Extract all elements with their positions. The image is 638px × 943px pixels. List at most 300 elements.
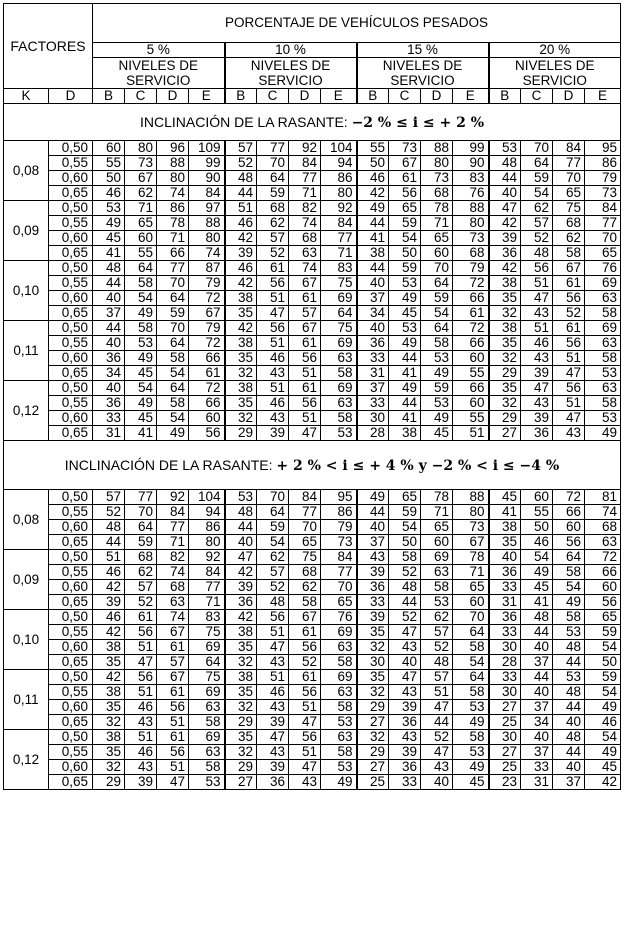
table-cell: 84 [585, 201, 621, 216]
table-cell: 41 [389, 366, 421, 381]
table-cell: 53 [553, 670, 585, 685]
table-cell: 36 [357, 336, 389, 351]
vehicle-percentage-title: PORCENTAJE DE VEHÍCULOS PESADOS [93, 4, 621, 43]
table-cell: 40 [389, 655, 421, 670]
table-cell: 56 [257, 610, 289, 625]
table-cell: 44 [553, 745, 585, 760]
d-column-header: D [49, 89, 93, 104]
table-cell: 59 [125, 535, 157, 550]
table-cell: 63 [585, 291, 621, 306]
table-cell: 65 [585, 610, 621, 625]
table-cell: 55 [453, 411, 489, 426]
table-cell: 67 [453, 535, 489, 550]
table-cell: 84 [189, 565, 225, 580]
table-cell: 63 [585, 535, 621, 550]
table-cell: 44 [357, 216, 389, 231]
d-value: 0,65 [49, 775, 93, 790]
table-cell: 67 [289, 276, 321, 291]
table-cell: 67 [289, 321, 321, 336]
header-row-levels [4, 89, 621, 104]
table-cell: 71 [189, 595, 225, 610]
d-value: 0,65 [49, 655, 93, 670]
table-cell: 49 [453, 760, 489, 775]
table-cell: 79 [189, 321, 225, 336]
table-cell: 75 [553, 201, 585, 216]
table-cell: 43 [357, 550, 389, 565]
table-cell: 40 [357, 276, 389, 291]
table-row [4, 426, 621, 441]
table-cell: 29 [225, 715, 257, 730]
table-cell: 53 [453, 745, 489, 760]
table-cell: 65 [321, 595, 357, 610]
table-row [4, 321, 621, 336]
table-cell: 51 [289, 700, 321, 715]
table-cell: 61 [289, 381, 321, 396]
table-cell: 77 [553, 156, 585, 171]
table-cell: 35 [489, 336, 521, 351]
table-cell: 46 [585, 715, 621, 730]
table-cell: 51 [453, 426, 489, 441]
table-cell: 25 [357, 775, 389, 790]
table-cell: 90 [189, 171, 225, 186]
table-cell: 46 [125, 745, 157, 760]
table-cell: 64 [421, 321, 453, 336]
table-cell: 65 [389, 490, 421, 505]
table-cell: 61 [553, 276, 585, 291]
table-cell: 39 [489, 231, 521, 246]
table-row [4, 595, 621, 610]
table-row [4, 411, 621, 426]
table-cell: 33 [489, 580, 521, 595]
table-cell: 54 [125, 381, 157, 396]
table-cell: 47 [553, 411, 585, 426]
table-cell: 77 [585, 216, 621, 231]
table-cell: 38 [225, 291, 257, 306]
table-row [4, 730, 621, 745]
section-title-condition: + 2 % < i ≤ + 4 % y −2 % < i ≤ −4 % [276, 457, 560, 474]
table-cell: 109 [189, 141, 225, 156]
table-cell: 58 [585, 351, 621, 366]
table-cell: 75 [189, 670, 225, 685]
table-cell: 52 [421, 730, 453, 745]
table-cell: 37 [357, 291, 389, 306]
table-cell: 48 [93, 520, 125, 535]
table-cell: 57 [257, 231, 289, 246]
table-cell: 38 [225, 381, 257, 396]
table-cell: 80 [453, 216, 489, 231]
table-cell: 77 [125, 490, 157, 505]
d-value: 0,55 [49, 745, 93, 760]
table-cell: 39 [225, 246, 257, 261]
table-cell: 40 [553, 715, 585, 730]
table-cell: 58 [189, 715, 225, 730]
table-cell: 46 [93, 186, 125, 201]
table-cell: 47 [257, 306, 289, 321]
niveles-line1: NIVELES DE [382, 58, 463, 73]
d-value: 0,65 [49, 426, 93, 441]
d-value: 0,50 [49, 201, 93, 216]
table-cell: 47 [157, 775, 189, 790]
table-cell: 52 [225, 156, 257, 171]
table-cell: 50 [521, 520, 553, 535]
table-cell: 78 [421, 201, 453, 216]
table-cell: 68 [157, 580, 189, 595]
table-cell: 41 [357, 231, 389, 246]
d-value: 0,65 [49, 366, 93, 381]
section-title-prefix: INCLINACIÓN DE LA RASANTE: [139, 113, 348, 130]
table-cell: 84 [321, 216, 357, 231]
table-cell: 36 [521, 426, 553, 441]
table-cell: 69 [189, 730, 225, 745]
table-cell: 69 [321, 336, 357, 351]
table-cell: 66 [453, 381, 489, 396]
table-row [4, 625, 621, 640]
table-cell: 59 [585, 625, 621, 640]
table-cell: 67 [125, 171, 157, 186]
table-cell: 48 [421, 655, 453, 670]
table-cell: 31 [489, 595, 521, 610]
table-cell: 50 [389, 535, 421, 550]
table-cell: 37 [553, 775, 585, 790]
table-cell: 53 [389, 321, 421, 336]
table-cell: 67 [157, 625, 189, 640]
d-value: 0,65 [49, 535, 93, 550]
table-cell: 32 [489, 306, 521, 321]
table-cell: 57 [257, 565, 289, 580]
table-cell: 35 [489, 381, 521, 396]
table-cell: 59 [389, 505, 421, 520]
table-row [4, 156, 621, 171]
table-cell: 34 [521, 715, 553, 730]
d-value: 0,65 [49, 246, 93, 261]
table-row [4, 306, 621, 321]
table-cell: 43 [521, 306, 553, 321]
table-cell: 88 [157, 156, 189, 171]
table-cell: 60 [421, 535, 453, 550]
table-cell: 77 [321, 565, 357, 580]
table-cell: 61 [157, 685, 189, 700]
table-cell: 65 [585, 246, 621, 261]
table-cell: 56 [125, 625, 157, 640]
table-cell: 64 [521, 156, 553, 171]
table-cell: 30 [489, 685, 521, 700]
header-row-percentages [4, 43, 621, 58]
table-cell: 61 [157, 730, 189, 745]
d-value: 0,60 [49, 700, 93, 715]
table-cell: 40 [553, 760, 585, 775]
table-cell: 53 [389, 276, 421, 291]
level-header-b: B [93, 89, 125, 104]
table-cell: 30 [489, 640, 521, 655]
table-cell: 63 [157, 595, 189, 610]
level-header-c: C [125, 89, 157, 104]
table-cell: 95 [321, 490, 357, 505]
table-cell: 58 [321, 366, 357, 381]
table-cell: 62 [553, 231, 585, 246]
table-cell: 31 [521, 775, 553, 790]
table-cell: 33 [357, 351, 389, 366]
table-cell: 56 [521, 261, 553, 276]
table-cell: 49 [389, 336, 421, 351]
table-cell: 33 [521, 760, 553, 775]
table-cell: 77 [157, 520, 189, 535]
table-cell: 62 [125, 186, 157, 201]
table-cell: 52 [257, 246, 289, 261]
table-cell: 63 [421, 565, 453, 580]
table-cell: 58 [553, 610, 585, 625]
table-cell: 40 [357, 321, 389, 336]
table-cell: 28 [489, 655, 521, 670]
table-cell: 56 [289, 396, 321, 411]
table-cell: 33 [489, 625, 521, 640]
section-title-row [4, 441, 621, 490]
table-cell: 58 [157, 351, 189, 366]
k-value: 0,09 [4, 550, 49, 610]
table-cell: 41 [125, 426, 157, 441]
table-cell: 69 [189, 640, 225, 655]
section-title-prefix: INCLINACIÓN DE LA RASANTE: [64, 456, 273, 473]
table-cell: 92 [157, 490, 189, 505]
table-cell: 32 [357, 730, 389, 745]
table-cell: 48 [553, 640, 585, 655]
table-cell: 69 [585, 276, 621, 291]
table-cell: 75 [289, 550, 321, 565]
table-cell: 58 [585, 396, 621, 411]
table-cell: 69 [321, 291, 357, 306]
d-value: 0,60 [49, 351, 93, 366]
table-row [4, 366, 621, 381]
d-value: 0,60 [49, 640, 93, 655]
d-value: 0,50 [49, 381, 93, 396]
table-cell: 42 [225, 321, 257, 336]
table-cell: 56 [553, 381, 585, 396]
table-cell: 43 [125, 760, 157, 775]
table-cell: 52 [553, 306, 585, 321]
table-cell: 70 [553, 171, 585, 186]
table-cell: 75 [321, 276, 357, 291]
table-cell: 63 [289, 246, 321, 261]
table-cell: 74 [157, 565, 189, 580]
table-cell: 40 [521, 685, 553, 700]
table-cell: 36 [489, 565, 521, 580]
table-cell: 72 [189, 336, 225, 351]
table-cell: 32 [225, 411, 257, 426]
table-cell: 54 [157, 366, 189, 381]
table-cell: 44 [357, 505, 389, 520]
table-cell: 51 [125, 730, 157, 745]
table-cell: 56 [289, 730, 321, 745]
table-cell: 47 [289, 760, 321, 775]
table-row [4, 580, 621, 595]
table-cell: 73 [453, 231, 489, 246]
table-cell: 44 [357, 261, 389, 276]
table-cell: 35 [93, 700, 125, 715]
table-cell: 54 [521, 186, 553, 201]
table-cell: 60 [421, 246, 453, 261]
percentage-5: 5 % [93, 43, 225, 58]
table-cell: 29 [489, 411, 521, 426]
table-cell: 59 [389, 216, 421, 231]
level-header-c: C [389, 89, 421, 104]
table-cell: 34 [93, 366, 125, 381]
niveles-line1: NIVELES DE [250, 58, 331, 73]
table-cell: 47 [389, 670, 421, 685]
table-cell: 62 [289, 580, 321, 595]
table-cell: 49 [585, 700, 621, 715]
section-title-row [4, 104, 621, 141]
table-cell: 35 [225, 730, 257, 745]
table-cell: 27 [489, 745, 521, 760]
table-cell: 63 [321, 730, 357, 745]
header-row-niveles [4, 58, 621, 89]
table-cell: 57 [289, 306, 321, 321]
table-cell: 42 [225, 276, 257, 291]
table-cell: 56 [585, 595, 621, 610]
table-cell: 68 [553, 216, 585, 231]
table-cell: 92 [321, 201, 357, 216]
table-cell: 49 [125, 351, 157, 366]
table-cell: 73 [453, 520, 489, 535]
table-cell: 48 [489, 156, 521, 171]
table-cell: 44 [553, 655, 585, 670]
table-cell: 74 [157, 610, 189, 625]
table-cell: 35 [225, 396, 257, 411]
table-cell: 75 [321, 321, 357, 336]
table-cell: 59 [389, 261, 421, 276]
table-cell: 36 [389, 760, 421, 775]
table-cell: 104 [189, 490, 225, 505]
level-header-b: B [357, 89, 389, 104]
table-cell: 65 [125, 216, 157, 231]
level-header-d: D [289, 89, 321, 104]
table-cell: 51 [257, 625, 289, 640]
table-row [4, 231, 621, 246]
table-cell: 64 [257, 505, 289, 520]
table-cell: 51 [157, 760, 189, 775]
table-cell: 46 [225, 216, 257, 231]
table-cell: 69 [585, 321, 621, 336]
k-value: 0,12 [4, 381, 49, 441]
table-cell: 64 [421, 276, 453, 291]
d-value: 0,55 [49, 625, 93, 640]
table-cell: 45 [125, 366, 157, 381]
table-cell: 51 [521, 321, 553, 336]
table-row [4, 775, 621, 790]
table-cell: 58 [453, 685, 489, 700]
table-cell: 49 [553, 595, 585, 610]
niveles-header-15 [357, 58, 489, 89]
table-cell: 64 [453, 625, 489, 640]
table-cell: 84 [189, 186, 225, 201]
table-cell: 73 [389, 141, 421, 156]
table-cell: 84 [321, 550, 357, 565]
table-cell: 74 [289, 216, 321, 231]
table-cell: 60 [453, 396, 489, 411]
table-cell: 43 [521, 351, 553, 366]
table-cell: 32 [225, 700, 257, 715]
table-cell: 32 [93, 760, 125, 775]
table-cell: 66 [189, 396, 225, 411]
table-cell: 44 [421, 715, 453, 730]
table-row [4, 610, 621, 625]
table-cell: 32 [489, 351, 521, 366]
table-cell: 71 [125, 201, 157, 216]
table-cell: 46 [93, 610, 125, 625]
table-cell: 33 [389, 775, 421, 790]
table-cell: 35 [93, 745, 125, 760]
table-cell: 84 [157, 505, 189, 520]
table-row [4, 550, 621, 565]
table-cell: 41 [521, 595, 553, 610]
table-cell: 38 [489, 276, 521, 291]
table-cell: 39 [257, 426, 289, 441]
table-cell: 53 [489, 141, 521, 156]
table-cell: 59 [585, 670, 621, 685]
table-cell: 51 [289, 366, 321, 381]
table-cell: 47 [257, 640, 289, 655]
table-cell: 29 [489, 366, 521, 381]
table-cell: 94 [189, 505, 225, 520]
d-value: 0,65 [49, 306, 93, 321]
table-cell: 43 [389, 730, 421, 745]
table-cell: 35 [225, 306, 257, 321]
table-cell: 68 [585, 520, 621, 535]
table-cell: 55 [521, 505, 553, 520]
table-cell: 58 [553, 565, 585, 580]
table-cell: 49 [357, 490, 389, 505]
table-cell: 57 [125, 580, 157, 595]
table-cell: 66 [453, 336, 489, 351]
d-value: 0,50 [49, 490, 93, 505]
table-cell: 46 [521, 535, 553, 550]
table-cell: 44 [93, 276, 125, 291]
table-cell: 51 [257, 291, 289, 306]
table-cell: 70 [289, 520, 321, 535]
table-cell: 32 [225, 655, 257, 670]
table-cell: 42 [489, 216, 521, 231]
table-cell: 70 [257, 156, 289, 171]
table-cell: 39 [389, 700, 421, 715]
table-row [4, 141, 621, 156]
table-cell: 36 [357, 580, 389, 595]
table-cell: 39 [257, 760, 289, 775]
table-cell: 65 [289, 535, 321, 550]
table-cell: 40 [521, 640, 553, 655]
table-row [4, 291, 621, 306]
table-cell: 48 [257, 595, 289, 610]
table-cell: 83 [189, 610, 225, 625]
niveles-line1: NIVELES DE [118, 58, 199, 73]
table-cell: 61 [453, 306, 489, 321]
table-cell: 61 [289, 625, 321, 640]
table-cell: 38 [93, 730, 125, 745]
niveles-line1: NIVELES DE [514, 58, 595, 73]
table-cell: 53 [321, 715, 357, 730]
table-cell: 80 [189, 231, 225, 246]
table-cell: 53 [421, 396, 453, 411]
table-cell: 42 [357, 186, 389, 201]
table-cell: 35 [225, 351, 257, 366]
table-cell: 65 [453, 580, 489, 595]
table-cell: 67 [289, 610, 321, 625]
table-cell: 52 [521, 231, 553, 246]
table-cell: 88 [421, 141, 453, 156]
d-value: 0,50 [49, 730, 93, 745]
table-cell: 56 [189, 426, 225, 441]
level-header-b: B [225, 89, 257, 104]
level-header-e: E [189, 89, 225, 104]
table-cell: 84 [289, 490, 321, 505]
